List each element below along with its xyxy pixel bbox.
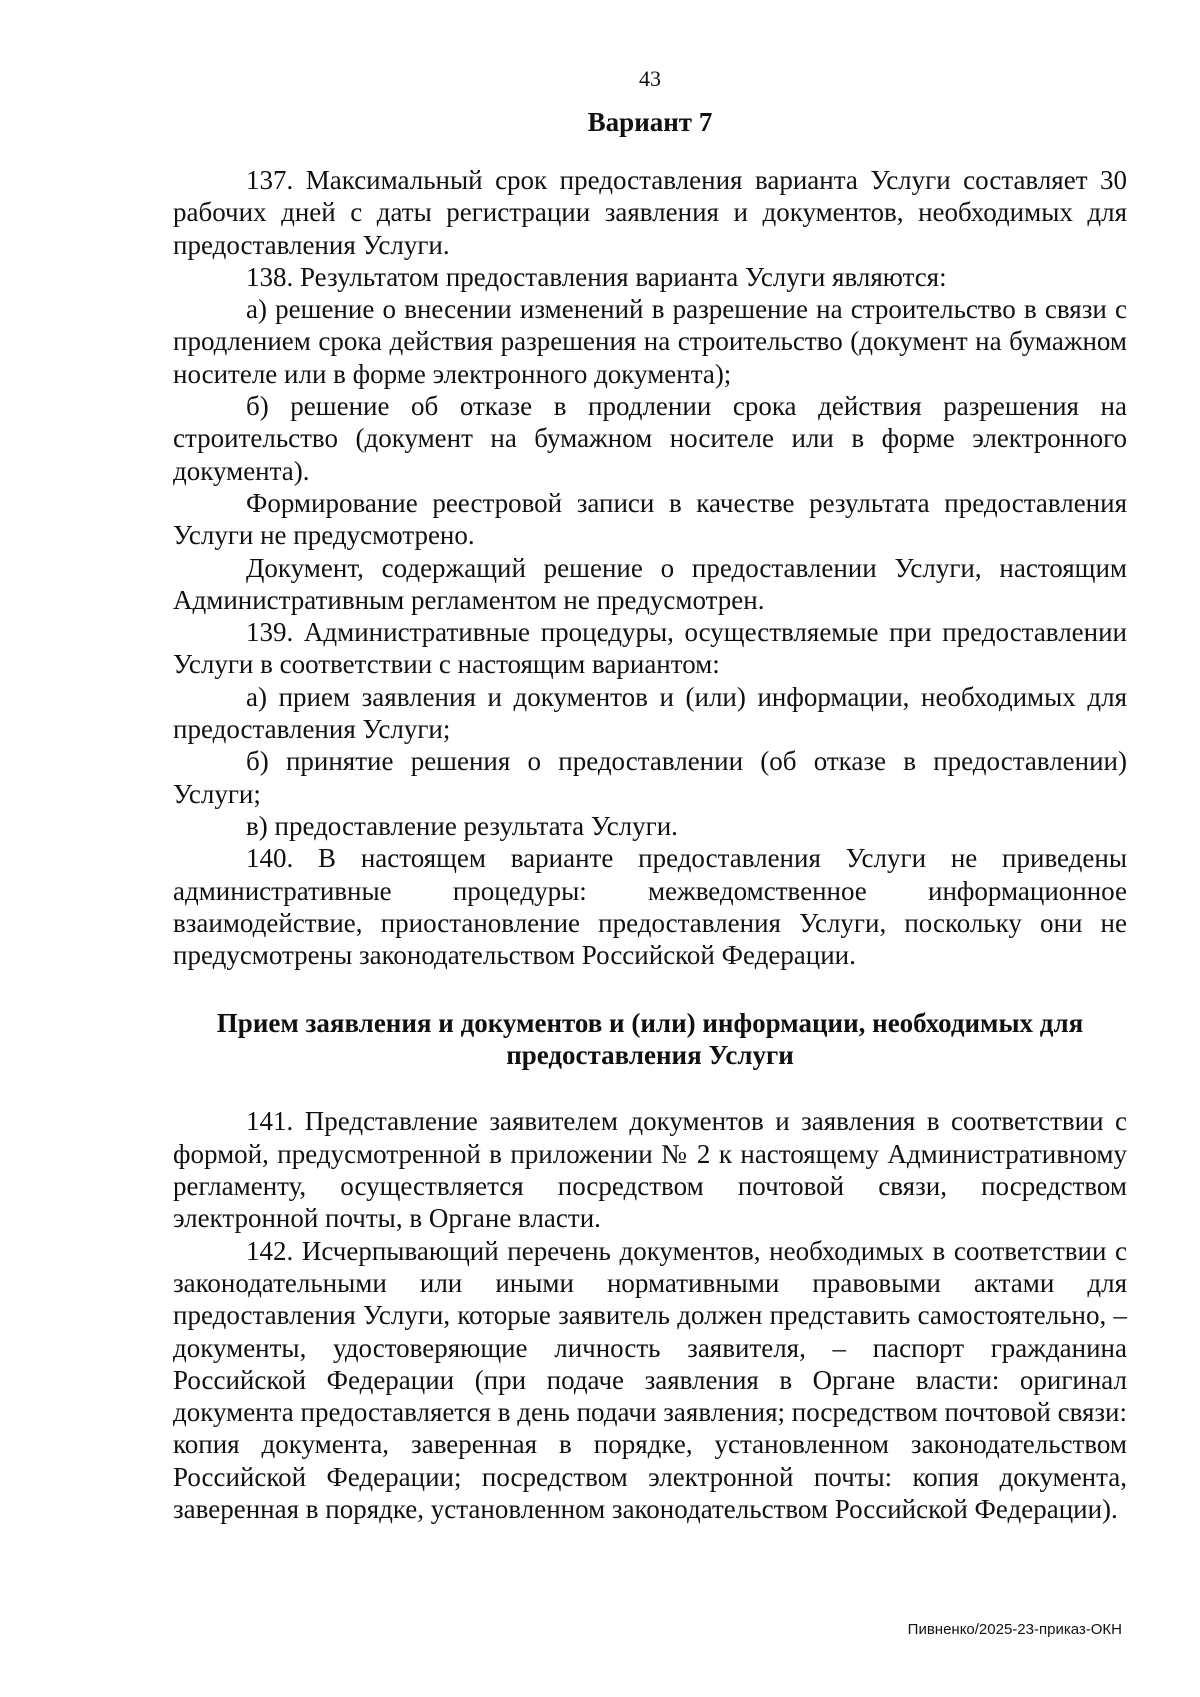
page-number: 43 <box>639 66 661 91</box>
paragraph-138: 138. Результатом предоставления варианта Услуги являются: <box>246 261 947 292</box>
paragraph-141: 141. Представление заявителем документов и заявления в соответствии с формой, предусмотренной в приложении № 2 к настоящему Административному регламенту, осуществляется посредством почтовой связи, посредством электронной почты, в Органе власти. <box>173 1106 1127 1234</box>
paragraph-139: 139. Административные процедуры, осуществляемые при предоставлении Услуги в соответствии с настоящим вариантом: <box>173 617 1127 680</box>
paragraph-138-a: а) решение о внесении изменений в разрешение на строительство в связи с продлением срока действия разрешения на строительство (документ на бумажном носителе или в форме электронного документа); <box>173 294 1127 389</box>
document-page <box>173 66 1127 1525</box>
paragraph-decision-document: Документ, содержащий решение о предоставлении Услуги, настоящим Административным регламентом не предусмотрен. <box>173 552 1127 615</box>
paragraph-registry-record: Формирование реестровой записи в качестве результата предоставления Услуги не предусмотрено. <box>173 487 1127 551</box>
paragraph-139-v: в) предоставление результата Услуги. <box>246 810 678 841</box>
paragraph-138-b: б) решение об отказе в продлении срока действия разрешения на строительство (документ на бумажном носителе или в форме электронного документа). <box>173 391 1127 486</box>
subsection-heading: Прием заявления и документов и (или) информации, необходимых для предоставления Услуги <box>216 1008 1084 1071</box>
section-body-1 <box>173 164 1127 971</box>
paragraph-139-a: а) прием заявления и документов и (или) информации, необходимых для предоставления Услуги; <box>173 681 1127 745</box>
footer-document-id: Пивненко/2025-23-приказ-ОКН <box>907 1621 1122 1638</box>
paragraph-140: 140. В настоящем варианте предоставления Услуги не приведены административные процедуры: межведомственное информационное взаимодействие, приостановление предоставления Услуги, поскольку они не предусмотрены законодательством Российской Федерации. <box>173 843 1127 971</box>
paragraph-137: 137. Максимальный срок предоставления варианта Услуги составляет 30 рабочих дней с даты регистрации заявления и документов, необходимых для предоставления Услуги. <box>173 165 1127 260</box>
section-title: Вариант 7 <box>587 107 713 137</box>
section-body-2 <box>173 1105 1127 1525</box>
paragraph-142: 142. Исчерпывающий перечень документов, необходимых в соответствии с законодательными или иными нормативными правовыми актами для предоставления Услуги, которые заявитель должен представить самостоятельно, – документы, удостоверяющие личность заявителя, – паспорт гражданина Российской Федерации (при подаче заявления в Органе власти: оригинал документа предоставляется в день подачи заявления; посредством почтовой связи: копия документа, заверенная в порядке, установленном законодательством Российской Федерации; посредством электронной почты: копия документа, заверенная в порядке, установленном законодательством Российской Федерации). <box>173 1235 1127 1524</box>
paragraph-139-b: б) принятие решения о предоставлении (об отказе в предоставлении) Услуги; <box>173 746 1127 809</box>
